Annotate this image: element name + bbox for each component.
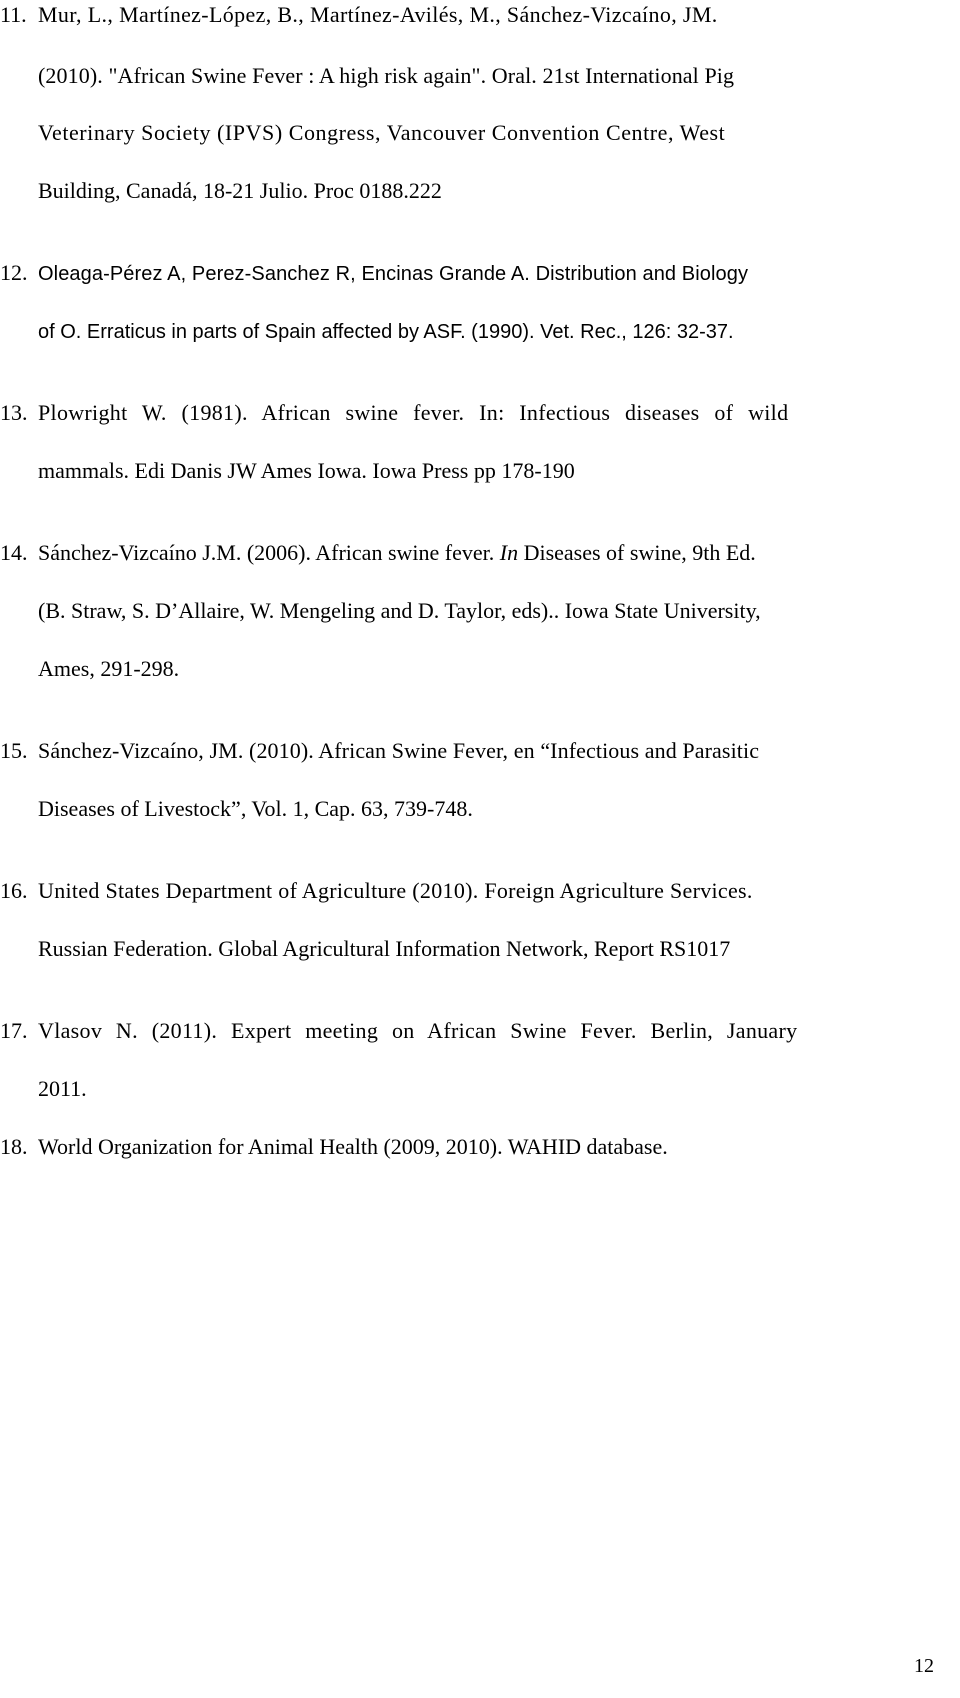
reference-16-line-2 bbox=[38, 934, 730, 964]
reference-text: (B. Straw, S. D’Allaire, W. Mengeling and D. Taylor, eds).. Iowa State University, bbox=[38, 598, 761, 623]
page-number: 12 bbox=[914, 1655, 934, 1677]
reference-14-line-1 bbox=[0, 538, 756, 568]
reference-13-line-2 bbox=[38, 456, 575, 486]
reference-13-line-1 bbox=[0, 398, 788, 428]
reference-text: Veterinary Society (IPVS) Congress, Vancouver Convention Centre, West bbox=[38, 120, 726, 145]
reference-text: 2011. bbox=[38, 1076, 87, 1101]
reference-11-line-3 bbox=[38, 118, 725, 148]
reference-number: 12. bbox=[0, 260, 28, 285]
reference-11-line-4 bbox=[38, 176, 442, 206]
reference-14-line-3 bbox=[38, 654, 179, 684]
reference-number: 15. bbox=[0, 738, 28, 763]
reference-text: Vlasov N. (2011). Expert meeting on African Swine Fever. Berlin, January bbox=[38, 1018, 798, 1043]
reference-text-italic: In bbox=[499, 540, 519, 565]
reference-number: 16. bbox=[0, 878, 28, 903]
reference-text: of O. Erraticus in parts of Spain affected by ASF. (1990). Vet. Rec., 126: 32-37. bbox=[38, 321, 734, 343]
reference-text: Russian Federation. Global Agricultural Information Network, Report RS1017 bbox=[38, 936, 731, 961]
reference-text: Diseases of swine, 9th Ed. bbox=[518, 540, 756, 565]
reference-text: Oleaga-Pérez A, Perez-Sanchez R, Encinas Grande A. Distribution and Biology bbox=[38, 263, 749, 285]
reference-text: Sánchez-Vizcaíno J.M. (2006). African swine fever. bbox=[38, 540, 500, 565]
reference-text: Sánchez-Vizcaíno, JM. (2010). African Swine Fever, en “Infectious and Parasitic bbox=[38, 738, 760, 763]
reference-number: 11. bbox=[0, 2, 27, 27]
reference-11-line-1 bbox=[0, 0, 920, 30]
reference-text: mammals. Edi Danis JW Ames Iowa. Iowa Press pp 178-190 bbox=[38, 458, 575, 483]
reference-14-line-2 bbox=[38, 596, 761, 626]
reference-text: Diseases of Livestock”, Vol. 1, Cap. 63, 739-748. bbox=[38, 796, 473, 821]
reference-15-line-2 bbox=[38, 794, 473, 824]
reference-18-line-1 bbox=[0, 1132, 668, 1162]
reference-16-line-1 bbox=[0, 876, 753, 906]
reference-17-line-1 bbox=[0, 1016, 797, 1046]
reference-15-line-1 bbox=[0, 736, 759, 766]
reference-number: 14. bbox=[0, 540, 28, 565]
reference-12-line-2 bbox=[38, 316, 734, 346]
reference-number: 18. bbox=[0, 1134, 28, 1159]
reference-number: 13. bbox=[0, 400, 28, 425]
reference-text: Mur, L., Martínez-López, B., Martínez-Avilés, M., Sánchez-Vizcaíno, JM. bbox=[38, 2, 718, 27]
reference-text: Plowright W. (1981). African swine fever. In: Infectious diseases of wild bbox=[38, 400, 789, 425]
reference-number: 17. bbox=[0, 1018, 28, 1043]
reference-text: United States Department of Agriculture (2010). Foreign Agriculture Services. bbox=[38, 878, 753, 903]
reference-11-line-2 bbox=[38, 61, 734, 91]
reference-17-line-2 bbox=[38, 1074, 87, 1104]
reference-text: Building, Canadá, 18-21 Julio. Proc 0188.222 bbox=[38, 178, 442, 203]
reference-12-line-1 bbox=[0, 258, 748, 288]
reference-text: (2010). "African Swine Fever : A high risk again". Oral. 21st International Pig bbox=[38, 63, 735, 88]
reference-text: Ames, 291-298. bbox=[38, 656, 180, 681]
reference-text: World Organization for Animal Health (2009, 2010). WAHID database. bbox=[38, 1134, 668, 1159]
